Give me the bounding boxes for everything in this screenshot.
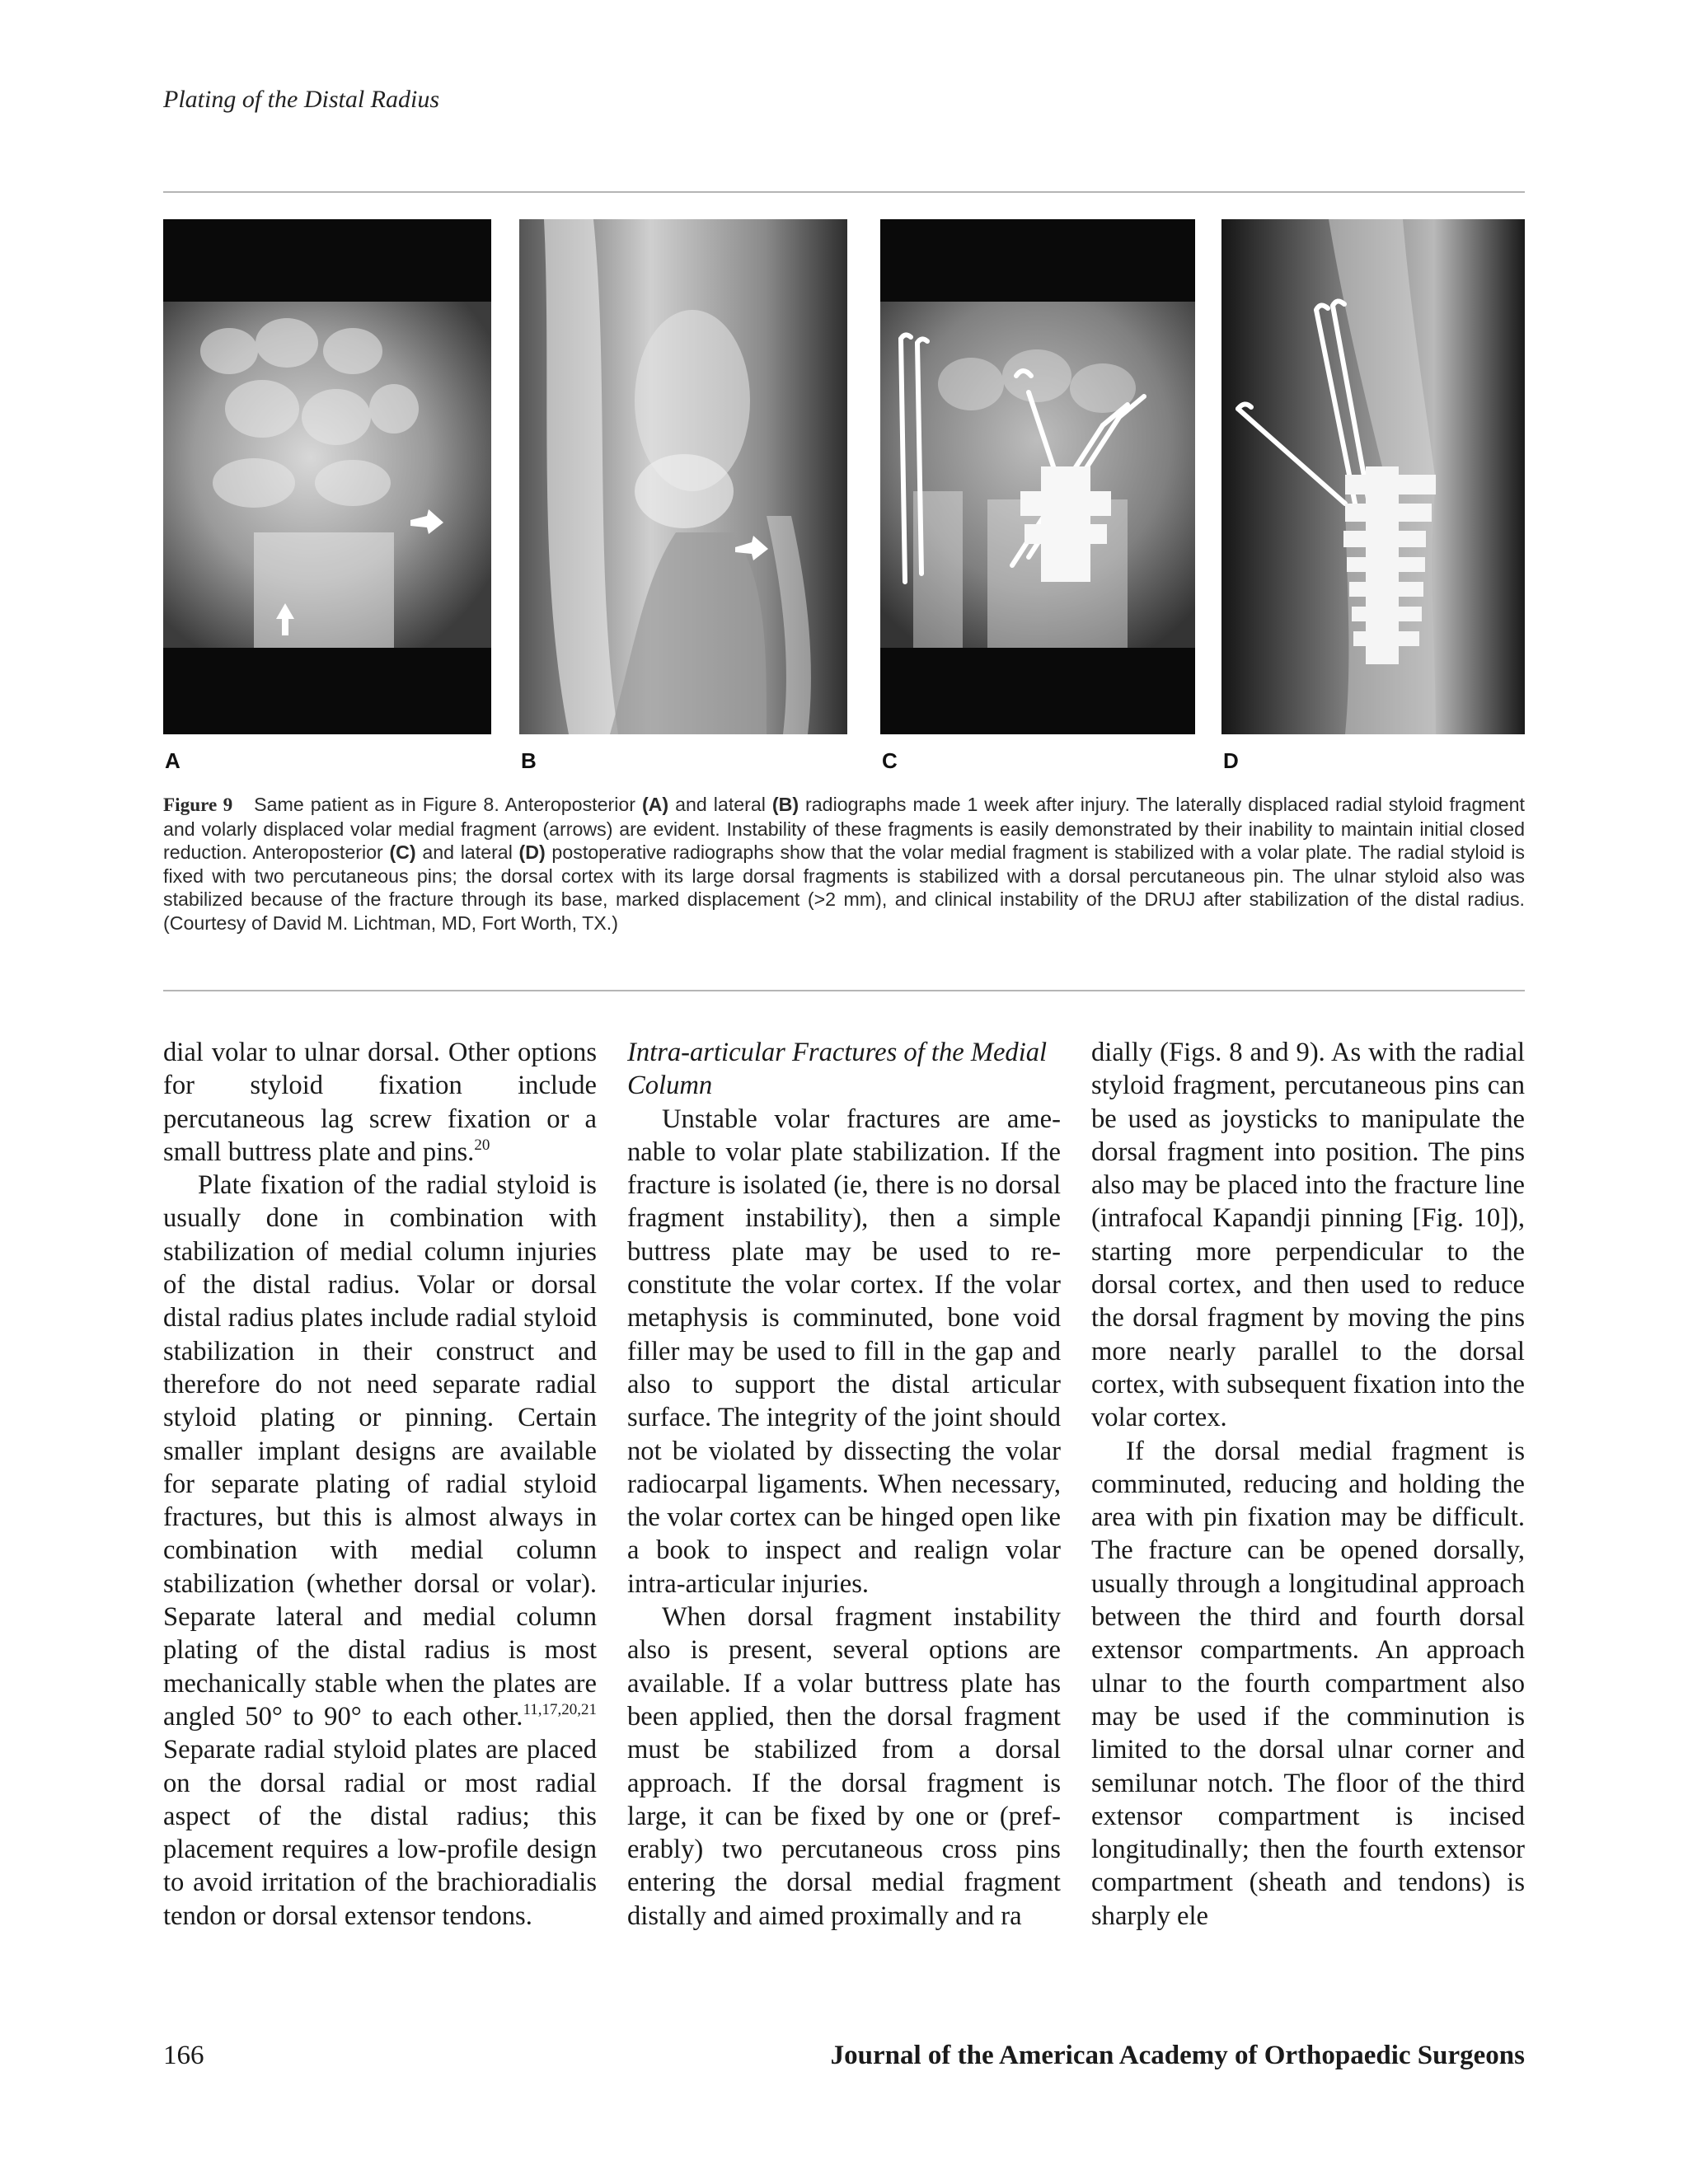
text-run: Intra-articular Fractures of the Medial Column bbox=[627, 1038, 1048, 1101]
caption-panel-ref: (A) bbox=[641, 794, 669, 815]
panel-label-a: A bbox=[165, 748, 181, 773]
caption-segment: and lateral bbox=[668, 794, 772, 815]
radiograph-panel-b bbox=[519, 219, 847, 734]
running-head: Plating of the Distal Radius bbox=[163, 86, 439, 113]
text-run: Unstable volar fractures are amenable to volar plate stabilization. If the fracture is isolated (ie, there is no dorsal fragment instability), then a simple buttress plate may be used to reconstitute the volar cortex. If the volar metaphysis is comminuted, bone void filler may be used to fill in the gap and also to support the distal articular surface. The integrity of the joint should not be violated by dissecting the volar radiocarpal ligaments. When necessary, the volar cortex can be hinged open like a book to inspect and realign volar intra-articular injuries. bbox=[627, 1104, 1061, 1599]
radiograph-b-image bbox=[519, 219, 847, 734]
caption-panel-ref: (B) bbox=[771, 794, 799, 815]
panel-label-b: B bbox=[521, 748, 537, 773]
body-column-1 bbox=[163, 1036, 597, 1933]
figure-label: Figure 9 bbox=[163, 794, 233, 816]
caption-segment: radiographs made 1 week after injury. The laterally displaced radial styloid fragment and volarly displaced volar medial fragment (arrows) are evident. Instability of these fragments is easily demonstrated by their inability to maintain initial closed reduction. Anteroposterior bbox=[163, 794, 1525, 864]
body-paragraph bbox=[163, 1169, 597, 1933]
radiograph-panel-c bbox=[880, 219, 1195, 734]
panel-label-d: D bbox=[1223, 748, 1239, 773]
body-paragraph bbox=[627, 1103, 1061, 1601]
caption-panel-ref: (C) bbox=[389, 841, 416, 864]
top-rule bbox=[163, 191, 1525, 193]
radiograph-d-image bbox=[1221, 219, 1525, 734]
text-run: dially (Figs. 8 and 9). As with the radial styloid fragment, percutaneous pins can be used as joysticks to manipulate the dorsal fragment into position. The pins also may be placed into the fracture line (intrafocal Kapandji pinning [Fig. 10]), starting more perpendicular to the dorsal cortex, and then used to reduce the dorsal fragment by moving the pins more nearly parallel to the dorsal cortex, with subsequent fixation into the volar cortex. bbox=[1091, 1038, 1525, 1433]
text-run: When dorsal fragment instability also is present, several options are available. If a volar buttress plate has been applied, then the dorsal fragment must be stabilized from a dorsal approach. If the dorsal fragment is large, it can be fixed by one or (preferably) two percutaneous cross pins entering the dorsal medial fragment distally and aimed proximally and ra bbox=[627, 1602, 1061, 1931]
caption-panel-ref: (D) bbox=[518, 841, 546, 864]
body-paragraph bbox=[1091, 1036, 1525, 1435]
body-paragraph bbox=[163, 1036, 597, 1169]
text-run: Plate fixation of the radial styloid is usually done in combination with stabilization of medial column injuries of the distal radius. Volar or dorsal distal radius plates include radial styloid stabilization in their construct and therefore do not need separate radial styloid plating or pinning. Certain smaller implant designs are available for separate plating of radial styloid fractures, but this is almost always in combination with medial column stabilization (whether dorsal or volar). Separate lateral and medial column plating of the distal radius is most mechanically stable when the plates are angled 50° to 90° to each other. bbox=[163, 1170, 597, 1732]
radiograph-panel-d bbox=[1221, 219, 1525, 734]
caption-rule bbox=[163, 990, 1525, 991]
citation-superscript: 11,17,20,21 bbox=[523, 1700, 597, 1718]
caption-segment: and lateral bbox=[415, 841, 519, 864]
figure-caption bbox=[163, 793, 1525, 935]
section-heading bbox=[627, 1036, 1061, 1103]
text-run: dial volar to ulnar dorsal. Other options for styloid fixation include percutaneous lag screw fixation or a small buttress plate and pins. bbox=[163, 1038, 597, 1167]
panel-label-c: C bbox=[882, 748, 898, 773]
caption-text bbox=[163, 794, 1525, 934]
body-column-2 bbox=[627, 1036, 1061, 1933]
page-number: 166 bbox=[163, 2041, 204, 2070]
radiograph-a-image bbox=[163, 219, 491, 734]
body-paragraph bbox=[1091, 1435, 1525, 1933]
text-run: If the dorsal medial fragment is comminuted, reducing and holding the area with pin fixation may be difficult. The fracture can be opened dorsally, usually through a longitudinal approach between the third and fourth dorsal extensor compartments. An approach ulnar to the fourth compartment also may be used if the comminution is limited to the dorsal ulnar corner and semilunar notch. The floor of the third extensor compartment is incised longitudinally; then the fourth extensor compartment (sheath and tendons) is sharply ele bbox=[1091, 1436, 1525, 1931]
radiograph-c-image bbox=[880, 219, 1195, 734]
body-paragraph bbox=[627, 1601, 1061, 1933]
journal-title: Journal of the American Academy of Orthopaedic Surgeons bbox=[830, 2041, 1525, 2070]
caption-segment: Same patient as in Figure 8. Anteroposterior bbox=[254, 794, 642, 815]
text-run: Separate radial styloid plates are placed on the dorsal radial or most radial aspect of the distal radius; this placement requires a low-profile design to avoid irritation of the brachioradialis tendon or dorsal extensor tendons. bbox=[163, 1735, 597, 1931]
radiograph-panel-a bbox=[163, 219, 491, 734]
citation-superscript: 20 bbox=[474, 1136, 490, 1154]
caption-segment: postoperative radiographs show that the volar medial fragment is stabilized with a volar plate. The radial styloid is fixed with two percutaneous pins; the dorsal cortex with its large dorsal fragments is stabilized with a dorsal percutaneous pin. The ulnar styloid also was stabilized because of the fracture through its base, marked displacement (>2 mm), and clinical instability of the DRUJ after stabilization of the distal radius. (Courtesy of David M. Lichtman, MD, Fort Worth, TX.) bbox=[163, 841, 1526, 934]
body-column-3 bbox=[1091, 1036, 1525, 1933]
